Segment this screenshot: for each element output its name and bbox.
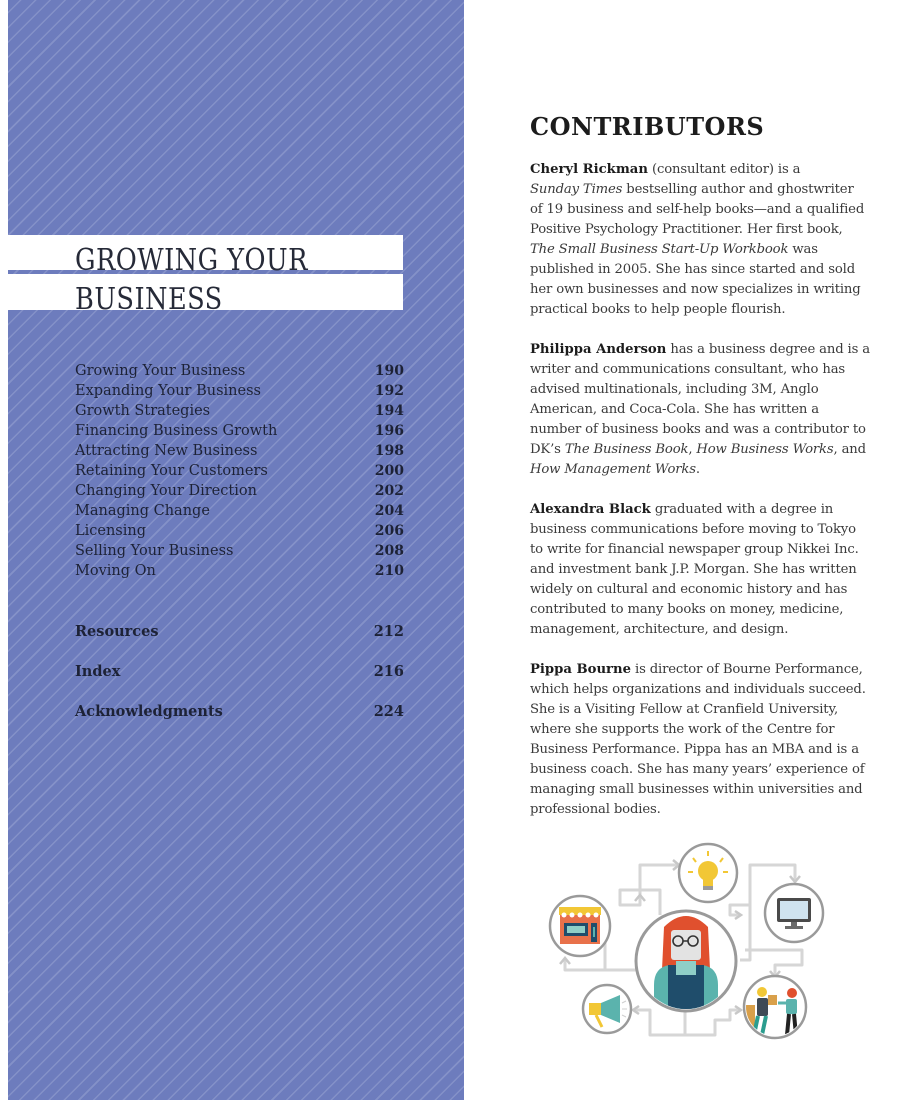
person-with-glasses-icon — [636, 911, 736, 1020]
section-title-line-1: GROWING YOUR — [75, 243, 308, 278]
contributors-heading: CONTRIBUTORS — [530, 112, 765, 141]
bio-italic: The Small Business Start-Up Workbook — [530, 242, 789, 257]
bio-italic: How Business Works — [696, 442, 834, 457]
contributor-bio-philippa-anderson — [530, 340, 870, 480]
bio-text: , and — [833, 442, 866, 457]
bio-text: is director of Bourne Performance, which helps organizations and individuals succeed. She is a Visiting Fellow at Cranfield University, where she supports the work of the Centre for Business Performance. Pippa has an MBA and is a business coach. She has many years’ experience of managing small businesses within universities and professional bodies. — [530, 662, 866, 817]
toc-entry-title: Index — [75, 663, 121, 680]
toc-entry[interactable] — [75, 523, 404, 543]
toc-entry-title: Resources — [75, 623, 159, 640]
toc-entry-title: Attracting New Business — [75, 443, 258, 459]
toc-entry-title: Moving On — [75, 563, 156, 579]
toc-entry-title: Acknowledgments — [75, 703, 223, 720]
delivery-handoff-icon — [744, 976, 806, 1038]
toc-entry-title: Licensing — [75, 523, 147, 539]
toc-entry-index[interactable] — [75, 663, 404, 680]
toc-entry-title: Growth Strategies — [75, 403, 211, 419]
toc-entry-title: Expanding Your Business — [75, 383, 261, 399]
section-title-line-2: BUSINESS — [75, 282, 223, 317]
bio-text: , — [688, 442, 697, 457]
toc-entry[interactable] — [75, 403, 404, 423]
contributor-name: Cheryl Rickman — [530, 162, 648, 177]
toc-entry[interactable] — [75, 483, 404, 503]
toc-entry-title: Changing Your Direction — [75, 483, 257, 499]
toc-entry-page: 210 — [374, 563, 404, 579]
toc-entry-page: 208 — [374, 543, 404, 559]
bio-text: was published in 2005. She has since started and sold her own businesses and now specializes in writing practical books to help people flourish. — [530, 242, 861, 317]
toc-entry-page: 200 — [374, 463, 404, 479]
toc-entry[interactable] — [75, 363, 404, 383]
toc-entry-page: 198 — [374, 443, 404, 459]
business-network-illustration — [540, 835, 840, 1050]
shopfront-icon — [550, 896, 610, 956]
toc-entry-page: 206 — [374, 523, 404, 539]
toc-entry-page: 216 — [373, 663, 404, 680]
toc-entry-title: Growing Your Business — [75, 363, 246, 379]
toc-entry-acknowledgments[interactable] — [75, 703, 404, 720]
toc-entry[interactable] — [75, 543, 404, 563]
lightbulb-icon — [679, 844, 737, 902]
toc-entry[interactable] — [75, 383, 404, 403]
table-of-contents — [75, 363, 404, 583]
toc-entry-title: Financing Business Growth — [75, 423, 278, 439]
bio-text: bestselling author and ghostwriter of 19 business and self-help books—and a qualified Positive Psychology Practitioner. Her first book, — [530, 182, 865, 237]
contributor-name: Pippa Bourne — [530, 662, 631, 677]
contributor-bio-cheryl-rickman — [530, 160, 870, 320]
toc-entry-page: 204 — [374, 503, 404, 519]
toc-entry-page: 212 — [373, 623, 404, 640]
toc-entry[interactable] — [75, 463, 404, 483]
bio-text: graduated with a degree in business communications before moving to Tokyo to write for financial newspaper group Nikkei Inc. and investment bank J.P. Morgan. She has written widely on cultural and economic history and has contributed to many books on money, medicine, management, architecture, and design. — [530, 502, 859, 637]
contributor-name: Philippa Anderson — [530, 342, 667, 357]
toc-entry-page: 192 — [374, 383, 404, 399]
bio-text: (consultant editor) is a — [647, 162, 801, 177]
bio-italic: Sunday Times — [530, 182, 623, 197]
contributor-name: Alexandra Black — [530, 502, 651, 517]
toc-entry-page: 224 — [373, 703, 404, 720]
toc-entry[interactable] — [75, 443, 404, 463]
bio-text: has a business degree and is a writer and communications consultant, who has advised multinationals, including 3M, Anglo American, and Coca-Cola. She has written a number of business books and was a contributor to DK’s — [530, 342, 870, 457]
toc-entry-title: Selling Your Business — [75, 543, 234, 559]
contributors-section — [530, 111, 870, 840]
toc-entry-page: 194 — [374, 403, 404, 419]
bio-text: . — [695, 462, 700, 477]
toc-entry-page: 196 — [374, 423, 404, 439]
toc-entry[interactable] — [75, 503, 404, 523]
bio-italic: The Business Book — [564, 442, 689, 457]
toc-entry[interactable] — [75, 423, 404, 443]
toc-entry-title: Retaining Your Customers — [75, 463, 268, 479]
section-title — [75, 241, 308, 319]
toc-entry[interactable] — [75, 563, 404, 583]
contributor-bio-pippa-bourne — [530, 660, 870, 820]
megaphone-icon — [583, 985, 631, 1033]
contributor-bio-alexandra-black — [530, 500, 870, 640]
toc-entry-title: Managing Change — [75, 503, 210, 519]
toc-entry-page: 202 — [374, 483, 404, 499]
bio-italic: How Management Works — [530, 462, 696, 477]
toc-entry-page: 190 — [374, 363, 404, 379]
computer-monitor-icon — [765, 884, 823, 942]
toc-entry-resources[interactable] — [75, 623, 404, 640]
